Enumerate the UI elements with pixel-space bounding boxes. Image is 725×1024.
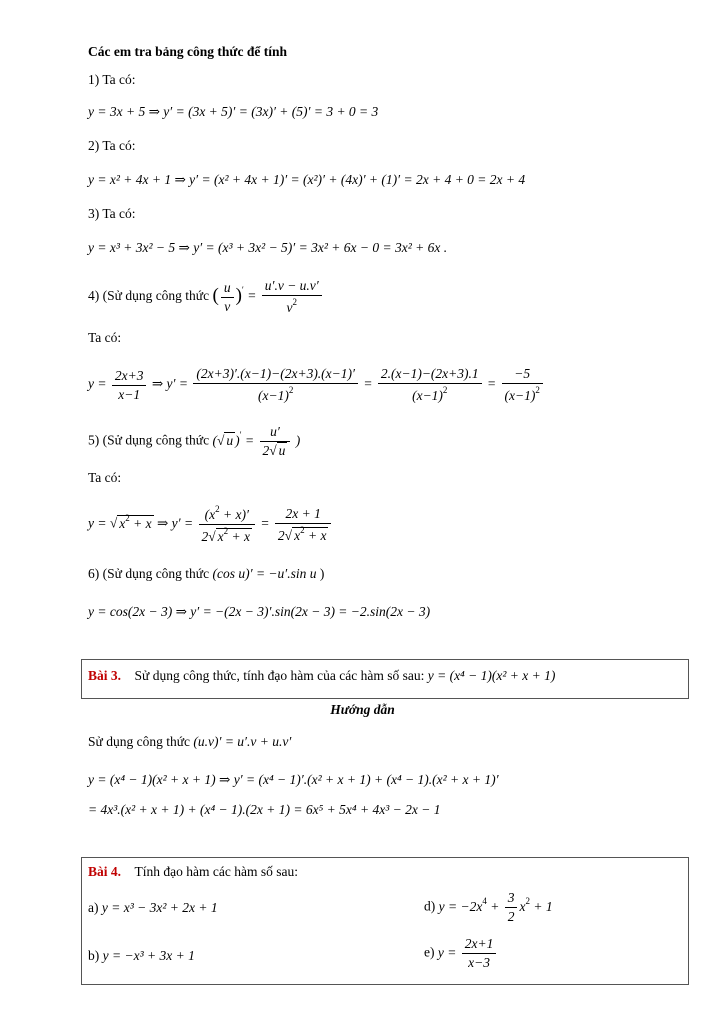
item-1-formula: y = 3x + 5 ⇒ y′ = (3x + 5)′ = (3x)′ + (5)′ = 3 + 0 = 3 xyxy=(88,104,379,119)
item-2-formula: y = x² + 4x + 1 ⇒ y′ = (x² + 4x + 1)′ = (x²)′ + (4x)′ + (1)′ = 2x + 4 + 0 = 2x + 4 xyxy=(88,172,526,187)
item-5-label: 5) (Sử dụng công thức (√ u )′ = $\frac{u'}{2√ u}$ ) xyxy=(88,424,301,458)
exercise-3: Bài 3. Sử dụng công thức, tính đạo hàm của các hàm số sau: y = (x⁴ − 1)(x² + x + 1) xyxy=(88,668,556,683)
item-4-taco: Ta có: xyxy=(88,330,122,345)
item-4-label: 4) (Sử dụng công thức ( $\frac{u}{v}$ )′ = $\frac{u'.v - u.v'}{v^2}$ xyxy=(88,278,324,316)
item-3-formula: y = x³ + 3x² − 5 ⇒ y′ = (x³ + 3x² − 5)′ = 3x² + 6x − 0 = 3x² + 6x . xyxy=(88,240,448,255)
quotient-rule: ( $\frac{u}{v}$ )′ = $\frac{u'.v - u.v'}{v^2}$ xyxy=(213,288,324,303)
intro-heading: Các em tra bảng công thức để tính xyxy=(88,44,287,59)
product-rule: Sử dụng công thức (u.v)′ = u′.v + u.v′ xyxy=(88,734,292,749)
item-4-formula: y = $\frac{2x+3}{x-1}$ ⇒ y′ = $\frac{(2x+3)'.(x-1)-(2x+3).(x-1)'}{(x-1)^2}$ = $\frac{2.(x-1)-(2x+3).1}{(x-1)^2}$ = $\frac{-5}{(x-1)^2}$ xyxy=(88,366,545,404)
exercise-4: Bài 4. Tính đạo hàm các hàm số sau: xyxy=(88,864,298,879)
item-6-formula: y = cos(2x − 3) ⇒ y′ = −(2x − 3)′.sin(2x − 3) = −2.sin(2x − 3) xyxy=(88,604,431,619)
item-1-label: 1) Ta có: xyxy=(88,72,136,87)
item-5-taco: Ta có: xyxy=(88,470,122,485)
exercise-4-a: a) y = x³ − 3x² + 2x + 1 xyxy=(88,900,218,915)
exercise-4-e: e) y = $\frac{2x+1}{x-3}$ xyxy=(424,936,498,971)
item-6-label: 6) (Sử dụng công thức (cos u)′ = −u′.sin u ) xyxy=(88,566,325,581)
item-3-label: 3) Ta có: xyxy=(88,206,136,221)
guide-formula-line-1: y = (x⁴ − 1)(x² + x + 1) ⇒ y′ = (x⁴ − 1)′.(x² + x + 1) + (x⁴ − 1).(x² + x + 1)′ xyxy=(88,772,499,787)
guide-formula-line-2: = 4x³.(x² + x + 1) + (x⁴ − 1).(2x + 1) = 6x⁵ + 5x⁴ + 4x³ − 2x − 1 xyxy=(88,802,441,817)
guide-heading: Hướng dẫn xyxy=(330,702,395,717)
sqrt-rule: (√ u )′ = $\frac{u'}{2√ u}$ ) xyxy=(212,424,301,458)
exercise-4-d: d) $y = -2x^4$ + $\frac{3}{2}$ $x^2 + 1$ xyxy=(424,890,553,924)
item-2-label: 2) Ta có: xyxy=(88,138,136,153)
exercise-4-b: b) y = −x³ + 3x + 1 xyxy=(88,948,195,963)
item-5-formula: y = √ $x^2 + x$ ⇒ y′ = $\frac{(x^2 + x)'}{2√ x^2 + x}$ = $\frac{2x + 1}{2√ x^2 + x}$ xyxy=(88,504,333,545)
